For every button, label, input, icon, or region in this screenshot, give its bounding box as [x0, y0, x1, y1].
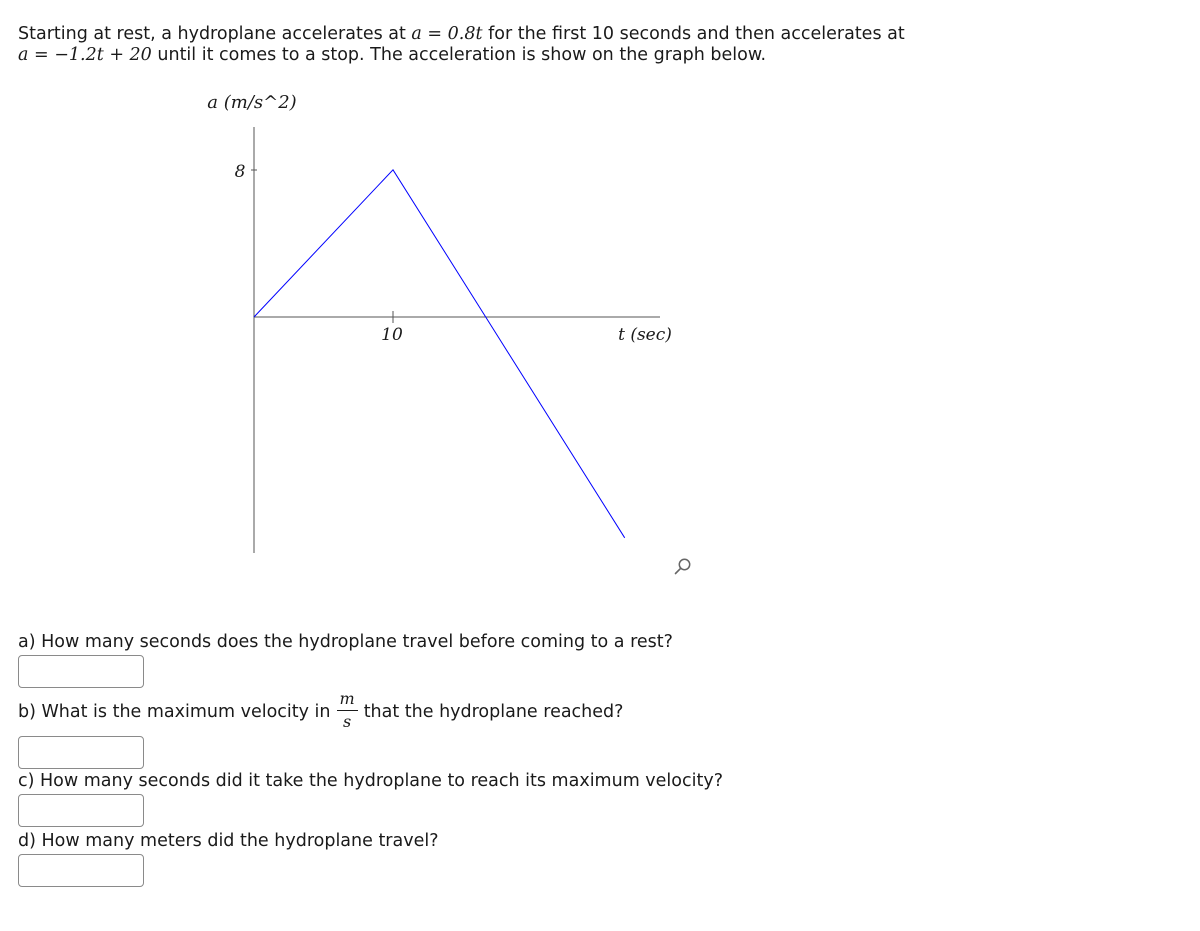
answer-c-input[interactable] [18, 794, 144, 827]
answer-d-input[interactable] [18, 854, 144, 887]
answer-a-input[interactable] [18, 655, 144, 688]
problem-text-part3: until it comes to a stop. The acceleration is show on the graph below. [151, 44, 767, 65]
acceleration-line [254, 170, 625, 538]
unit-fraction [337, 688, 358, 731]
question-a: a) How many seconds does the hydroplane travel before coming to a rest? [18, 632, 673, 652]
equation-1-equals: = [421, 24, 448, 44]
question-b-text-after: that the hydroplane reached? [363, 702, 624, 722]
equation-2-rhs: −1.2t + 20 [54, 44, 152, 65]
x-tick-label: 10 [381, 325, 403, 345]
unit-denominator: s [342, 711, 352, 731]
equation-2-equals: = [28, 44, 55, 65]
question-b [18, 690, 623, 734]
question-c: c) How many seconds did it take the hydroplane to reach its maximum velocity? [18, 771, 723, 791]
question-d: d) How many meters did the hydroplane travel? [18, 831, 439, 851]
x-axis-label: t (sec) [618, 325, 672, 345]
problem-text-part1: Starting at rest, a hydroplane accelerates at [18, 24, 412, 44]
problem-statement [18, 24, 1178, 65]
zoom-icon[interactable] [672, 556, 694, 578]
equation-1-rhs: 0.8t [447, 24, 483, 44]
equation-2-lhs: a [18, 44, 29, 65]
y-tick-label: 8 [234, 162, 246, 182]
unit-numerator: m [337, 691, 358, 711]
question-b-text-before: b) What is the maximum velocity in [18, 702, 331, 722]
acceleration-graph [0, 80, 720, 570]
y-axis-label: a (m/s^2) [207, 92, 297, 113]
problem-text-part2: for the first 10 seconds and then accelerates at [482, 24, 905, 44]
answer-b-input[interactable] [18, 736, 144, 769]
equation-1-lhs: a [411, 24, 422, 44]
